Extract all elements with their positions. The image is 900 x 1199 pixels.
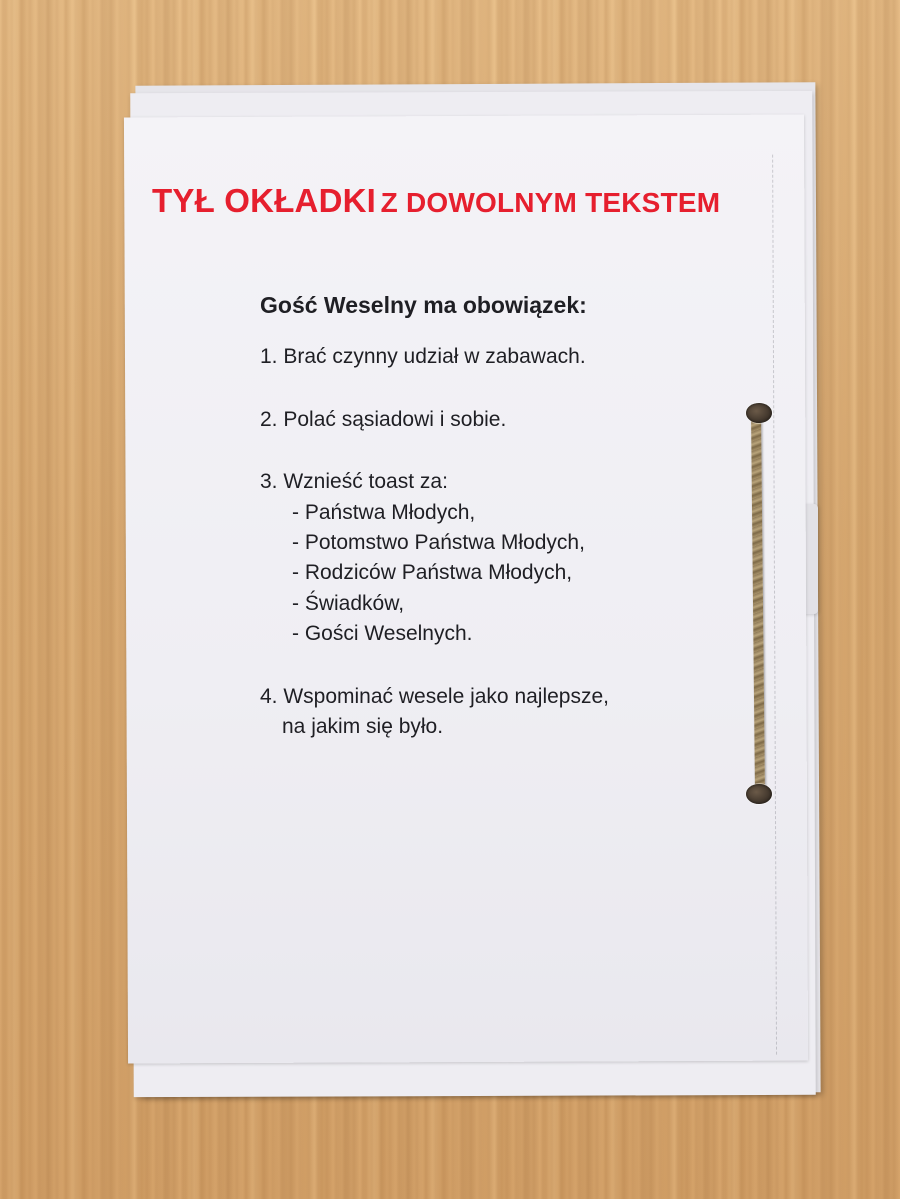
- sub-item: - Gości Weselnych.: [292, 622, 473, 646]
- sub-item: - Państwa Młodych,: [292, 500, 476, 524]
- list-item: [260, 405, 700, 435]
- document-heading: Gość Weselny ma obowiązek:: [260, 292, 587, 318]
- perforation-line: [772, 155, 777, 1055]
- list-item-continuation: na jakim się było.: [282, 715, 444, 739]
- overlay-caption: [152, 182, 832, 220]
- list-item-text: 4. Wspominać wesele jako najlepsze,: [260, 684, 610, 708]
- sub-item: - Potomstwo Państwa Młodych,: [292, 531, 585, 555]
- printed-text: [260, 290, 700, 774]
- sub-item: - Świadków,: [292, 591, 405, 615]
- punch-hole-bottom: [746, 784, 772, 804]
- list-item: [260, 467, 700, 649]
- list-item-text: 2. Polać sąsiadowi i sobie.: [260, 407, 507, 431]
- punch-hole-top: [746, 403, 772, 423]
- caption-rest: Z DOWOLNYM TEKSTEM: [380, 187, 721, 218]
- list-item-text: 3. Wznieść toast za:: [260, 470, 448, 494]
- list-item-text: 1. Brać czynny udział w zabawach.: [260, 345, 586, 369]
- list-item: [260, 682, 700, 743]
- list-item: [260, 342, 700, 372]
- sub-item: - Rodziców Państwa Młodych,: [292, 561, 573, 585]
- caption-main: TYŁ OKŁADKI: [152, 182, 377, 219]
